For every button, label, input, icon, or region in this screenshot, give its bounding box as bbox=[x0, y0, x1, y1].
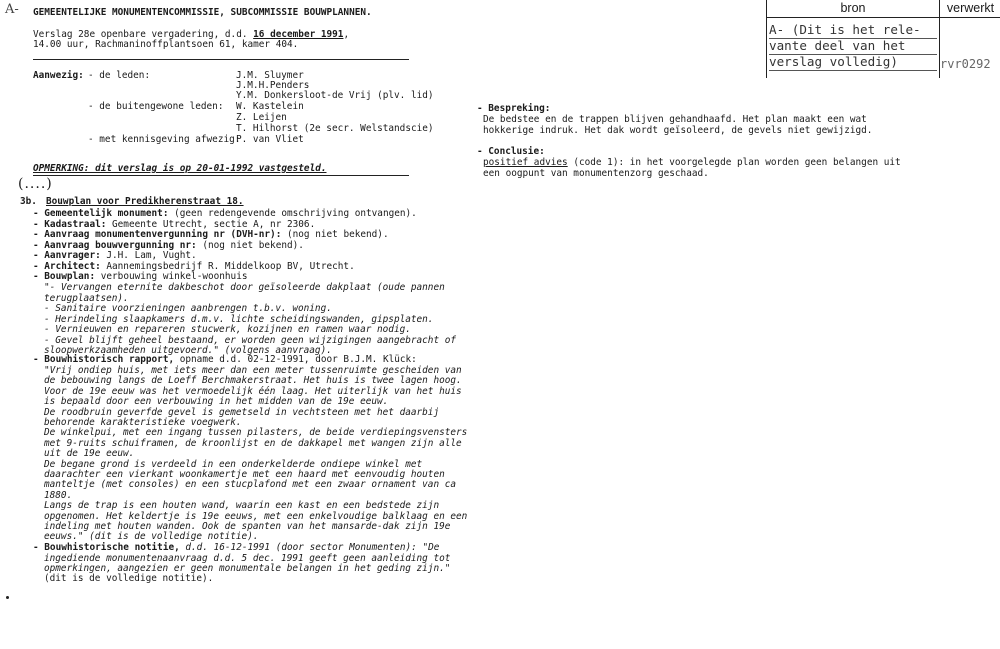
field-value: verbouwing winkel-woonhuis bbox=[95, 271, 248, 282]
ellipsis-mark: (....) bbox=[18, 176, 53, 192]
history-line: De roodbruin geverfde gevel is gemetseld in vechtsteen met het daarbij bbox=[44, 406, 440, 418]
history-line: 1880. bbox=[44, 489, 73, 501]
discussion-line: De bedstee en de trappen blijven gehandhaafd. Het plan maakt een wat bbox=[483, 114, 867, 125]
history-line: daarachter een vierkant woonkamertje met een haard met eenvoudig houten bbox=[44, 469, 445, 480]
conclusion-line-2: een oogpunt van monumentenzorg geschaad. bbox=[483, 168, 709, 179]
col-source-header: bron bbox=[767, 0, 939, 18]
extra-member-name: Z. Leijen bbox=[236, 112, 287, 123]
document-title: GEMEENTELIJKE MONUMENTENCOMMISSIE, SUBCOMMISSIE BOUWPLANNEN. bbox=[33, 7, 372, 18]
absent-name: P. van Vliet bbox=[236, 134, 304, 145]
field-label: - Architect: bbox=[33, 260, 101, 272]
history-line: uit de 19e eeuw. bbox=[44, 448, 135, 460]
note-value: d.d. 16-12-1991 (door sector Monumenten): "De bbox=[179, 542, 440, 553]
item-number: 3b. bbox=[20, 196, 37, 207]
meeting-line-2: 14.00 uur, Rachmaninoffplantsoen 61, kamer 404. bbox=[33, 39, 299, 50]
divider bbox=[33, 175, 409, 176]
history-line: De begane grond is verdeeld in een onderkelderde ondiepe winkel met bbox=[44, 458, 423, 470]
source-line: vante deel van het bbox=[769, 38, 906, 53]
absent-label: - met kennisgeving afwezig: bbox=[88, 134, 241, 145]
field-label: - Aanvraag bouwvergunning nr: bbox=[33, 239, 197, 251]
extra-member-name: T. Hilhorst (2e secr. Welstandscie) bbox=[236, 123, 434, 134]
history-line: met 9-ruits schuiframen, de kroonlijst en de dakkapel met wangen zijn alle bbox=[44, 437, 462, 449]
member-name: Y.M. Donkersloot-de Vrij (plv. lid) bbox=[236, 90, 434, 101]
history-line: indeling met houten wanden. Ook de spanten van het mansarde-dak zijn 19e bbox=[44, 521, 451, 532]
member-name: J.M. Sluymer bbox=[236, 70, 304, 81]
margin-dot bbox=[6, 596, 9, 599]
field-label: - Gemeentelijk monument: bbox=[33, 208, 169, 219]
note-line: opmerkingen, aangezien er geen monumentale belangen in het geding zijn." bbox=[44, 563, 451, 574]
member-name: J.M.H.Penders bbox=[236, 80, 310, 91]
history-line: de bebouwing langs de Loeff Berchmakerstraat. Het huis is twee lagen hoog. bbox=[44, 375, 462, 387]
field-value: Gemeente Utrecht, sectie A, nr 2306. bbox=[106, 218, 316, 230]
history-line: manteltje (met consoles) en een stucplafond met een zwaar ornament van ca bbox=[44, 479, 457, 491]
advice-code: positief advies bbox=[483, 157, 568, 168]
history-line: Voor de 19e eeuw was het vermoedelijk één laag. Het uiterlijk van het huis bbox=[44, 385, 462, 397]
plan-line: - Gevel blijft geheel bestaand, er worden geen wijzigingen aangebracht of bbox=[44, 334, 457, 346]
field-label: - Kadastraal: bbox=[33, 218, 107, 230]
note-heading bbox=[33, 543, 439, 554]
plan-line: terugplaatsen). bbox=[44, 292, 129, 304]
source-line: A- (Dit is het rele- bbox=[769, 22, 921, 37]
note-line: ingediende monumentenaanvraag d.d. 5 dec. 1991 geeft geen aanleiding tot bbox=[44, 553, 451, 564]
meeting-date: 16 december 1991 bbox=[253, 29, 344, 40]
plan-line: "- Vervangen eternite dakbeschot door geïsoleerde dakplaat (oude pannen bbox=[44, 282, 445, 293]
history-label: - Bouwhistorisch rapport, bbox=[33, 354, 175, 365]
remark: OPMERKING: dit verslag is op 20-01-1992 vastgesteld. bbox=[33, 163, 327, 174]
field-value: (nog niet bekend). bbox=[281, 229, 389, 240]
conclusion-label: - Conclusie: bbox=[477, 146, 545, 157]
field-value: (geen redengevende omschrijving ontvangen). bbox=[168, 208, 417, 219]
extra-member-name: W. Kastelein bbox=[236, 101, 304, 112]
note-label: - Bouwhistorische notitie, bbox=[33, 542, 180, 553]
note-line: (dit is de volledige notitie). bbox=[44, 573, 214, 584]
divider bbox=[33, 59, 409, 60]
history-line: is bepaald door een verbouwing in het midden van de 19e eeuw. bbox=[44, 396, 389, 408]
plan-line: - Vernieuwen en repareren stucwerk, kozijnen en ramen waar nodig. bbox=[44, 324, 411, 335]
history-line: "Vrij ondiep huis, met iets meer dan een meter tussenruimte gescheiden van bbox=[44, 365, 462, 376]
attendance-label: Aanwezig: bbox=[33, 70, 84, 81]
field-row bbox=[33, 272, 248, 283]
plan-line: - Herindeling slaapkamers d.m.v. lichte scheidingswanden, gipsplaten. bbox=[44, 313, 434, 325]
plan-line: - Sanitaire voorzieningen aanbrengen t.b.v. woning. bbox=[44, 303, 332, 314]
meta-table bbox=[766, 0, 1000, 78]
field-label: - Aanvraag monumentenvergunning nr (DVH-nr): bbox=[33, 229, 282, 240]
processed-code: rvr0292 bbox=[940, 57, 991, 71]
ruled-line bbox=[769, 70, 937, 71]
members-label: - de leden: bbox=[88, 70, 151, 81]
field-label: - Bouwplan: bbox=[33, 271, 96, 282]
source-line: verslag volledig) bbox=[769, 54, 898, 69]
history-value: opname d.d. 02-12-1991, door B.J.M. Klück: bbox=[174, 354, 417, 365]
meeting-suffix: , bbox=[343, 29, 350, 40]
corner-mark: A- bbox=[5, 2, 19, 17]
plan-line: sloopwerkzaamheden uitgevoerd." (volgens aanvraag). bbox=[44, 345, 332, 356]
discussion-line: hokkerige indruk. Het dak wordt geïsoleerd, de gevels niet gewijzigd. bbox=[483, 125, 873, 136]
history-heading bbox=[33, 355, 417, 366]
field-value: Aannemingsbedrijf R. Middelkoop BV, Utrecht. bbox=[100, 260, 355, 272]
history-line: Langs de trap is een houten wand, waarin een kast en een bedstede zijn bbox=[44, 500, 440, 512]
history-line: behorende karakteristieke voegwerk. bbox=[44, 417, 242, 428]
field-label: - Aanvrager: bbox=[33, 250, 101, 261]
history-line: opgenomen. Het keldertje is 19e eeuws, met een enkelvoudige balklaag en een bbox=[44, 510, 468, 522]
col-processed-header: verwerkt bbox=[940, 0, 1000, 18]
conclusion-rest: (code 1): in het voorgelegde plan worden geen belangen uit bbox=[567, 157, 901, 168]
extra-members-label: - de buitengewone leden: bbox=[88, 101, 224, 112]
meeting-prefix: Verslag 28e openbare vergadering, d.d. bbox=[33, 29, 248, 40]
item-title: Bouwplan voor Predikherenstraat 18. bbox=[46, 196, 244, 207]
history-line: De winkelpui, met een ingang tussen pilasters, de beide verdiepingsvensters bbox=[44, 427, 468, 439]
discussion-label: - Bespreking: bbox=[477, 103, 551, 114]
field-value: J.H. Lam, Vught. bbox=[100, 250, 197, 261]
history-line: eeuws." (dit is de volledige notitie). bbox=[44, 531, 259, 543]
conclusion-line-1 bbox=[483, 158, 901, 169]
field-value: (nog niet bekend). bbox=[196, 239, 304, 251]
